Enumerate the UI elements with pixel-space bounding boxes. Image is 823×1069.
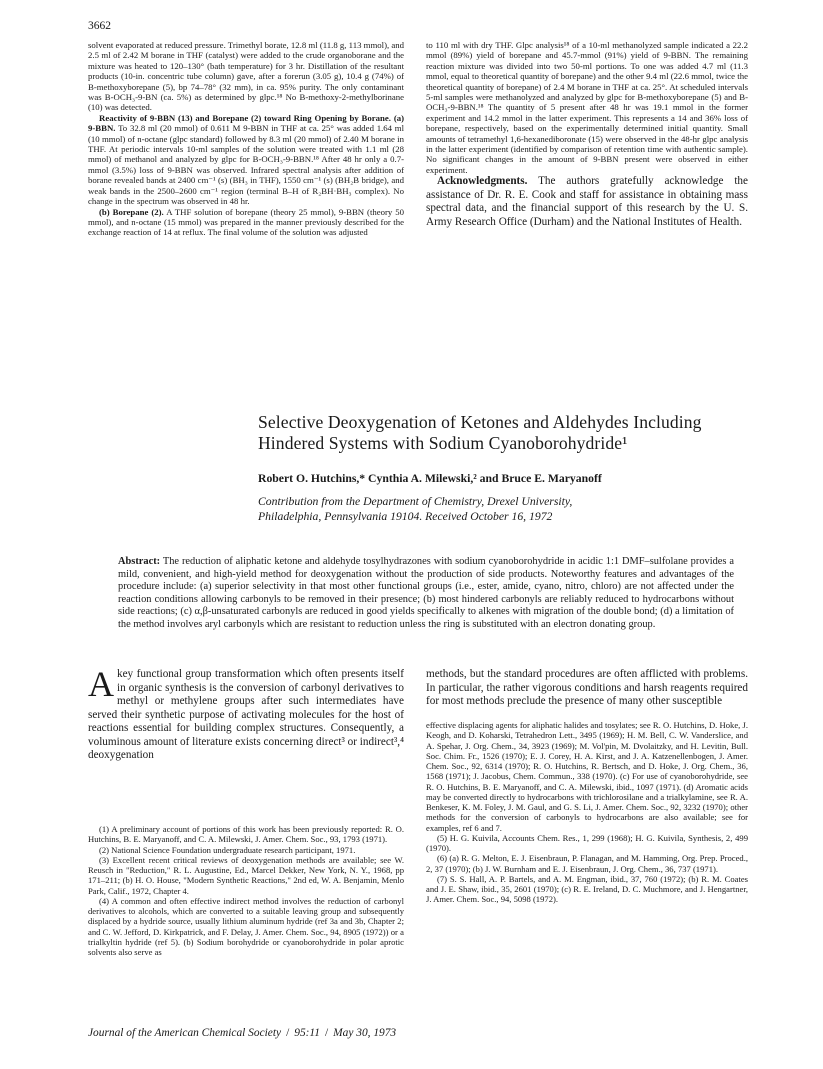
run-in-heading: Reactivity of 9-BBN (13) and Borepane (2) toward Ring Opening by Borane. bbox=[99, 112, 391, 123]
article-header bbox=[258, 412, 758, 524]
abstract bbox=[118, 556, 734, 632]
acknowledgments-heading: Acknowledgments. bbox=[437, 175, 528, 188]
footnote: (2) National Science Foundation undergraduate research participant, 1971. bbox=[99, 844, 356, 855]
run-in-subheading: (b) Borepane (2). bbox=[99, 206, 164, 217]
footer-separator: / bbox=[324, 1027, 329, 1039]
journal-volume: 95:11 bbox=[294, 1027, 320, 1039]
paragraph-text: To 32.8 ml (20 mmol) of 0.611 M 9-BBN in THF at ca. 25° was added 1.64 ml (10 mmol) of n-octane (glpc standard) followed by 8.3 ml (20 mmol) of 2.40 M borane in THF. At periodic intervals 10-ml samples of the solution were treated with 1.1 ml (28 mmol) of methanol and analyzed by glpc for B-OCH₃-9-BBN.¹⁸ After 48 hr only a 0.7-mmol (3.5%) loss of 9-BBN was observed. Infrared spectral analysis after addition of borane revealed bands at 2400 cm⁻¹ (s) (BH₃ in THF), 1550 cm⁻¹ (s) (BH₂B bridge), and weak bands in the 2500–2600 cm⁻¹ region (terminal B–H of R₂BH·BH₃ complex). No change in the spectrum was observed in 48 hr. bbox=[88, 123, 404, 207]
page-number: 3662 bbox=[88, 20, 111, 32]
acknowledgments-text: The authors gratefully acknowledge the assistance of Dr. R. E. Cook and staff for assistance in obtaining mass spectral data, and the financial support of this research by the U. S. Army Research Office (Durham) and the National Institutes of Health. bbox=[426, 175, 748, 228]
journal-name: Journal of the American Chemical Society bbox=[88, 1027, 282, 1039]
footnote: (4) A common and often effective indirect method involves the reduction of carbonyl derivatives to alcohols, which are converted to a suitable leaving group and subsequently displaced by a hydride source, usually lithium aluminum hydride (ref 3a and 3b, Chapter 2; and C. W. Jefford, D. Kirkpatrick, and F. Delay, J. Amer. Chem. Soc., 94, 8905 (1972)) or a trialkyltin hydride (ref 5). (b) Sodium borohydride or cyanoborohydride in polar aprotic solvents also serve as bbox=[88, 895, 404, 957]
body-right-column bbox=[426, 668, 748, 709]
article-affiliation bbox=[258, 494, 758, 524]
journal-date: May 30, 1973 bbox=[333, 1027, 397, 1039]
footnote: (5) H. G. Kuivila, Accounts Chem. Res., 1, 299 (1968); H. G. Kuivila, Synthesis, 2, 499 (1970). bbox=[426, 832, 748, 853]
body-left-column bbox=[88, 664, 405, 763]
acknowledgments bbox=[426, 175, 748, 229]
run-in-subheading: (a) 9-BBN. bbox=[88, 112, 405, 134]
experimental-paragraph: to 110 ml with dry THF. Glpc analysis¹⁸ of a 10-ml methanolyzed sample indicated a 22.2 mmol (89%) yield of borepane and 45.7-mmol (91%) yield of 9-BBN. The remaining reaction mixture was divided into two 50-ml portions. To one was added 4.7 ml (11.3 mmol, equal to theoretical quantity of borepane) and the other 9.4 ml (22.6 mmol, twice the theoretical quantity of borepane) of 2.4 M borane in THF at ca. 25°. At scheduled intervals 5-ml samples were methanolyzed and analyzed by glpc for B-methoxyborepane (5) and B-OCH₃-9-BBN.¹⁸ The quantity of 5 present after 48 hr was 19.1 mmol in the former experiment and 14.2 mmol in the latter experiment. This represents a 14 and 36% loss of borepane, respectively, based on the experimentally determined initial quantity. Small amounts of tetramethyl 1,6-hexanediboronate (15) were observed in the 48-hr glpc analysis in the latter experiment (identified by comparison of retention time with authentic sample). No significant changes in the amount of 9-BBN present were observed in either experiment. bbox=[426, 40, 748, 175]
article-authors: Robert O. Hutchins,* Cynthia A. Milewski,² and Bruce E. Maryanoff bbox=[258, 472, 602, 485]
footnote: (3) Excellent recent critical reviews of deoxygenation methods are available; see W. Reusch in "Reduction," R. L. Augustine, Ed., Marcel Dekker, New York, N. Y., 1968, pp 171–211; (b) H. O. House, "Modern Synthetic Reactions," 2nd ed, W. A. Benjamin, Menlo Park, Calif., 1972, Chapter 4. bbox=[88, 854, 404, 896]
footnote: (7) S. S. Hall, A. P. Bartels, and A. M. Engman, ibid., 37, 760 (1972); (b) R. M. Coates and J. E. Shaw, ibid., 35, 2601 (1970); (c) R. E. Ireland, D. C. Muchmore, and J. Hengartner, J. Amer. Chem. Soc., 94, 5098 (1972). bbox=[426, 873, 748, 905]
experimental-paragraph: solvent evaporated at reduced pressure. Trimethyl borate, 12.8 ml (11.8 g, 113 mmol), and 2.5 ml of 2.42 M borane in THF (catalyst) were added to the crude organoborane and the mixture was heated to 120–130° (bath temperature) for 3 hr. Distillation of the resultant products (10-in. concentric tube column) gave, after a forerun (3.05 g), 10.4 g (74%) of B-methoxyborepane (5), bp 74–78° (32 mm), in ca. 95% purity. The only contaminant was B-OCH₃-9-BN (ca. 5%) as determined by glpc.¹⁸ No B-methoxy-2-methylborinane (10) was detected. bbox=[88, 40, 404, 113]
article-title: Selective Deoxygenation of Ketones and Aldehydes Including Hindered Systems with Sodium Cyanoborohydride¹ bbox=[258, 412, 702, 453]
footnote: (1) A preliminary account of portions of this work has been previously reported: R. O. Hutchins, B. E. Maryanoff, and C. A. Milewski, J. Amer. Chem. Soc., 93, 1793 (1971). bbox=[88, 824, 404, 845]
affiliation-line: Philadelphia, Pennsylvania 19104. Received October 16, 1972 bbox=[258, 510, 553, 523]
body-text: key functional group transformation which often presents itself in organic synthesis is the conversion of carbonyl derivatives to methyl or methylene groups after such intermediates have served their synthetic purpose of activating molecules for the host of reactions essential for building complex structures. Consequently, a voluminous amount of literature exists concerning direct³ or indirect³,⁴ deoxygenation bbox=[88, 668, 405, 761]
affiliation-line: Contribution from the Department of Chemistry, Drexel University, bbox=[258, 495, 573, 508]
experimental-right-column bbox=[426, 40, 748, 229]
footnotes-right bbox=[426, 720, 748, 905]
footnote-continuation: effective displacing agents for aliphatic halides and tosylates; see R. O. Hutchins, D. Hoke, J. Keogh, and D. Koharski, Tetrahedron Lett., 3495 (1969); H. M. Bell, C. W. Vanderslice, and A. Spehar, J. Org. Chem., 34, 3923 (1969); M. Vol'pin, M. Dvolaitzky, and H. Levitin, Bull. Soc. Chim. Fr., 1526 (1970); E. J. Corey, H. A. Kirst, and J. A. Katzenellenbogen, J. Amer. Chem. Soc., 92, 6314 (1970); R. O. Hutchins, R. Bertsch, and D. Hoke, J. Org. Chem., 36, 1568 (1971); J. Jacobus, Chem. Commun., 338 (1970). (c) For use of cyanoborohydride, see R. O. Hutchins, B. E. Maryanoff, and C. A. Milewski, ibid., 1097 (1971). (d) Aromatic acids may be converted directly to hydrocarbons with trichlorosilane and a trialkylamine, see R. A. Benkeser, K. M. Foley, J. M. Gaul, and G. S. Li, J. Amer. Chem. Soc., 92, 3232 (1970); other methods for the conversion of carbonyls to hydrocarbons are also available; see for examples, ref 6 and 7. bbox=[426, 720, 748, 833]
experimental-left-column bbox=[88, 40, 404, 238]
paragraph-text: A THF solution of borepane (theory 25 mmol), 9-BBN (theory 50 mmol), and n-octane (15 mmol) was prepared in the manner previously described for the exchange reaction of 14 at reflux. The final volume of the solution was adjusted bbox=[88, 206, 404, 238]
footnotes-left bbox=[88, 824, 404, 957]
body-text: methods, but the standard procedures are often afflicted with problems. In particular, the rather vigorous conditions and harsh reagents required for most methods preclude the presence of many other susceptible bbox=[426, 668, 748, 707]
abstract-label: Abstract: bbox=[118, 556, 161, 567]
experimental-paragraph bbox=[88, 207, 404, 238]
journal-footer bbox=[88, 1027, 396, 1039]
footnote: (6) (a) R. G. Melton, E. J. Eisenbraun, P. Flanagan, and M. Hamming, Org. Prep. Proced., 2, 37 (1970); (b) J. W. Burnham and E. J. Eisenbraun, J. Org. Chem., 36, 737 (1971). bbox=[426, 853, 748, 874]
footer-separator: / bbox=[286, 1027, 290, 1039]
drop-cap: A bbox=[88, 664, 114, 704]
abstract-text: The reduction of aliphatic ketone and aldehyde tosylhydrazones with sodium cyanoborohydride in acidic 1:1 DMF–sulfolane provides a mild, convenient, and high-yield method for deoxygenation without the production of side products. Noteworthy features and advantages of the procedure include: (a) superior selectivity in that most other functional groups (i.e., ester, amide, cyano, nitro, chloro) are not affected under the reaction conditions allowing carbonyls to be removed in their presence; (b) most hindered carbonyls are reliably reduced to hydrocarbons without side reactions; (c) α,β-unsaturated carbonyls are reduced in good yields specifically to alkenes with migration of the double bond; (d) a limitation of the method involves aryl carbonyls which are resistant to reduction unless the ring is substituted with an electron donating group. bbox=[118, 556, 734, 630]
experimental-paragraph bbox=[88, 113, 404, 207]
